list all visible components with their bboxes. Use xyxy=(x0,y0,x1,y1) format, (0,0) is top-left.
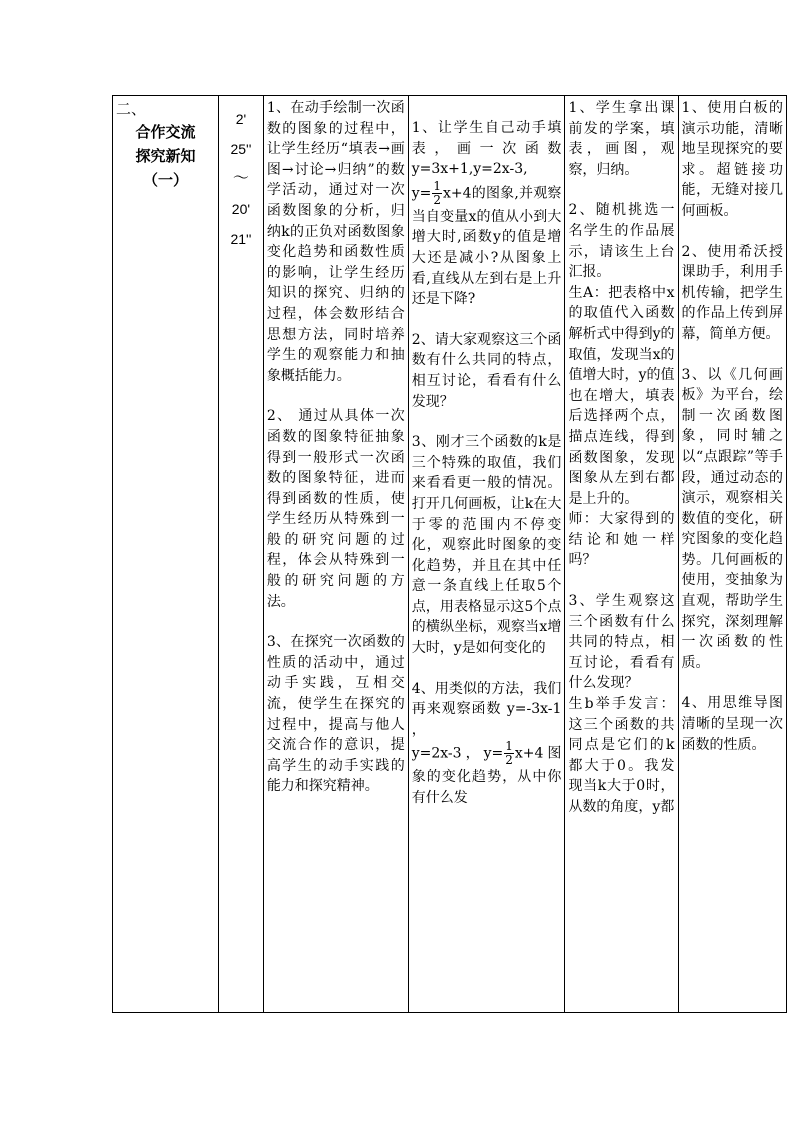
teacher-p4-text-a: 4、用类似的方法，我们再来观察函数 y=-3x-1 ， xyxy=(411,680,562,738)
time-cell xyxy=(219,96,264,1013)
student-activity-cell xyxy=(565,96,678,1013)
teacher-p4-text-b: y=2x-3，y= xyxy=(411,745,504,762)
student-paragraph-3: 3、学生观察这三个函数有什么共同的特点，相互讨论，看看有什么发现？ 生b举手发言：这三个函数的共同点是它们的k都大于0。我发现当k大于0时，从数的角度，y都 xyxy=(568,593,675,815)
section-cell xyxy=(113,96,219,1013)
fraction-one-half: $\frac{1}{2}$ xyxy=(505,739,513,768)
section-number: 二、 xyxy=(116,100,147,118)
teacher-paragraph-4 xyxy=(412,679,562,809)
tech-paragraph-1: 1、使用白板的演示功能，清晰地呈现探究的要求。超链接功能，无缝对接几何画板。 xyxy=(681,100,783,219)
tech-paragraph-3: 3、以《几何画板》为平台，绘制一次函数图象，同时辅之以“点跟踪”等手段，通过动态的演示，观察相关数值的变化，研究图象的变化趋势。几何画板的使用，变抽象为直观，帮助学生探究，深刻理解一次函数的性质。 xyxy=(681,366,783,671)
tech-paragraph-4: 4、用思维导图清晰的呈现一次函数的性质。 xyxy=(681,695,783,753)
teacher-paragraph-2: 2、请大家观察这三个函数有什么共同的特点，相互讨论，看看有什么发现？ xyxy=(411,331,562,410)
teacher-p1-y: y= xyxy=(411,185,432,202)
teacher-p4-text-c: x+4图象的变化趋势，从中你有什么发 xyxy=(411,745,562,807)
goal-paragraph-1: 1、在动手绘制一次函数的图象的过程中，让学生经历“填表→画图→讨论→归纳”的数学活动，通过对一次函数图象的分析，归纳k的正负对函数图象变化趋势和函数性质的影响，让学生经历知识的探究、归纳的过程，体会数形结合思想方法，同时培养学生的观察能力和抽象概括能力。 xyxy=(266,100,405,384)
teacher-activity-cell xyxy=(408,96,565,1013)
student-paragraph-2: 2、随机挑选一名学生的作品展示，请该生上台汇报。 生A：把表格中x的取值代入函数解析式中得到y的取值，发现当x的值增大时，y的值也在增大，填表后选择两个点，描点连线，得到函数图象，发现图象从左到右都是上升的。 师：大家得到的结论和她一样吗？ xyxy=(568,202,675,569)
goal-paragraph-3: 3、在探究一次函数的性质的活动中，通过动手实践，互相交流，使学生在探究的过程中，提高与他人交流合作的意识，提高学生的动手实践的能力和探究精神。 xyxy=(266,634,405,795)
teacher-paragraph-1 xyxy=(412,118,562,310)
section-title-line-2: 探究新知 xyxy=(135,147,196,165)
time-separator: ～ xyxy=(232,170,249,187)
student-paragraph-1: 1、学生拿出课前发的学案，填表，画图，观察，归纳。 xyxy=(568,100,675,178)
time-end-sec: 21'' xyxy=(230,231,252,247)
teacher-paragraph-3: 3、刚才三个函数的k是三个特殊的取值，我们来看看更一般的情况。打开几何画板，让k在大于零的范围内不停变化，观察此时图象的变化趋势，并且在其中任意一条直线上任取5个点，用表格显示这5个点的横纵坐标，观察当x增大时，y是如何变化的 xyxy=(411,434,562,657)
teacher-p1-text-a: 1、让学生自己动手填表，画一次函数y=3x+1,y=2x-3, xyxy=(411,120,562,178)
time-end-min: 20' xyxy=(231,201,251,217)
goals-cell xyxy=(263,96,408,1013)
lesson-plan-table xyxy=(112,95,787,1013)
fraction-one-half: $\frac{1}{2}$ xyxy=(433,178,442,207)
time-start-min: 2' xyxy=(235,111,247,127)
time-start-sec: 25'' xyxy=(230,141,252,157)
section-title-line-3: （一） xyxy=(143,171,189,189)
table-row xyxy=(113,96,787,1013)
goal-paragraph-2: 2、 通过从具体一次函数的图象特征抽象得到一般形式一次函数的图象特征，进而得到函数的性质，使学生经历从特殊到一般的研究问题的过程，体会从特殊到一般的研究问题的方法。 xyxy=(266,408,405,610)
technology-cell xyxy=(678,96,786,1013)
section-title-line-1: 合作交流 xyxy=(135,123,196,141)
teacher-p1-text-b: x+4的图象,并观察当自变量x的值从小到大增大时,函数y的值是增大还是减小?从图象上看,直线从左到右是上升还是下降? xyxy=(411,185,562,308)
tech-paragraph-2: 2、使用希沃授课助手，利用手机传输，把学生的作品上传到屏幕，简单方便。 xyxy=(681,243,783,342)
